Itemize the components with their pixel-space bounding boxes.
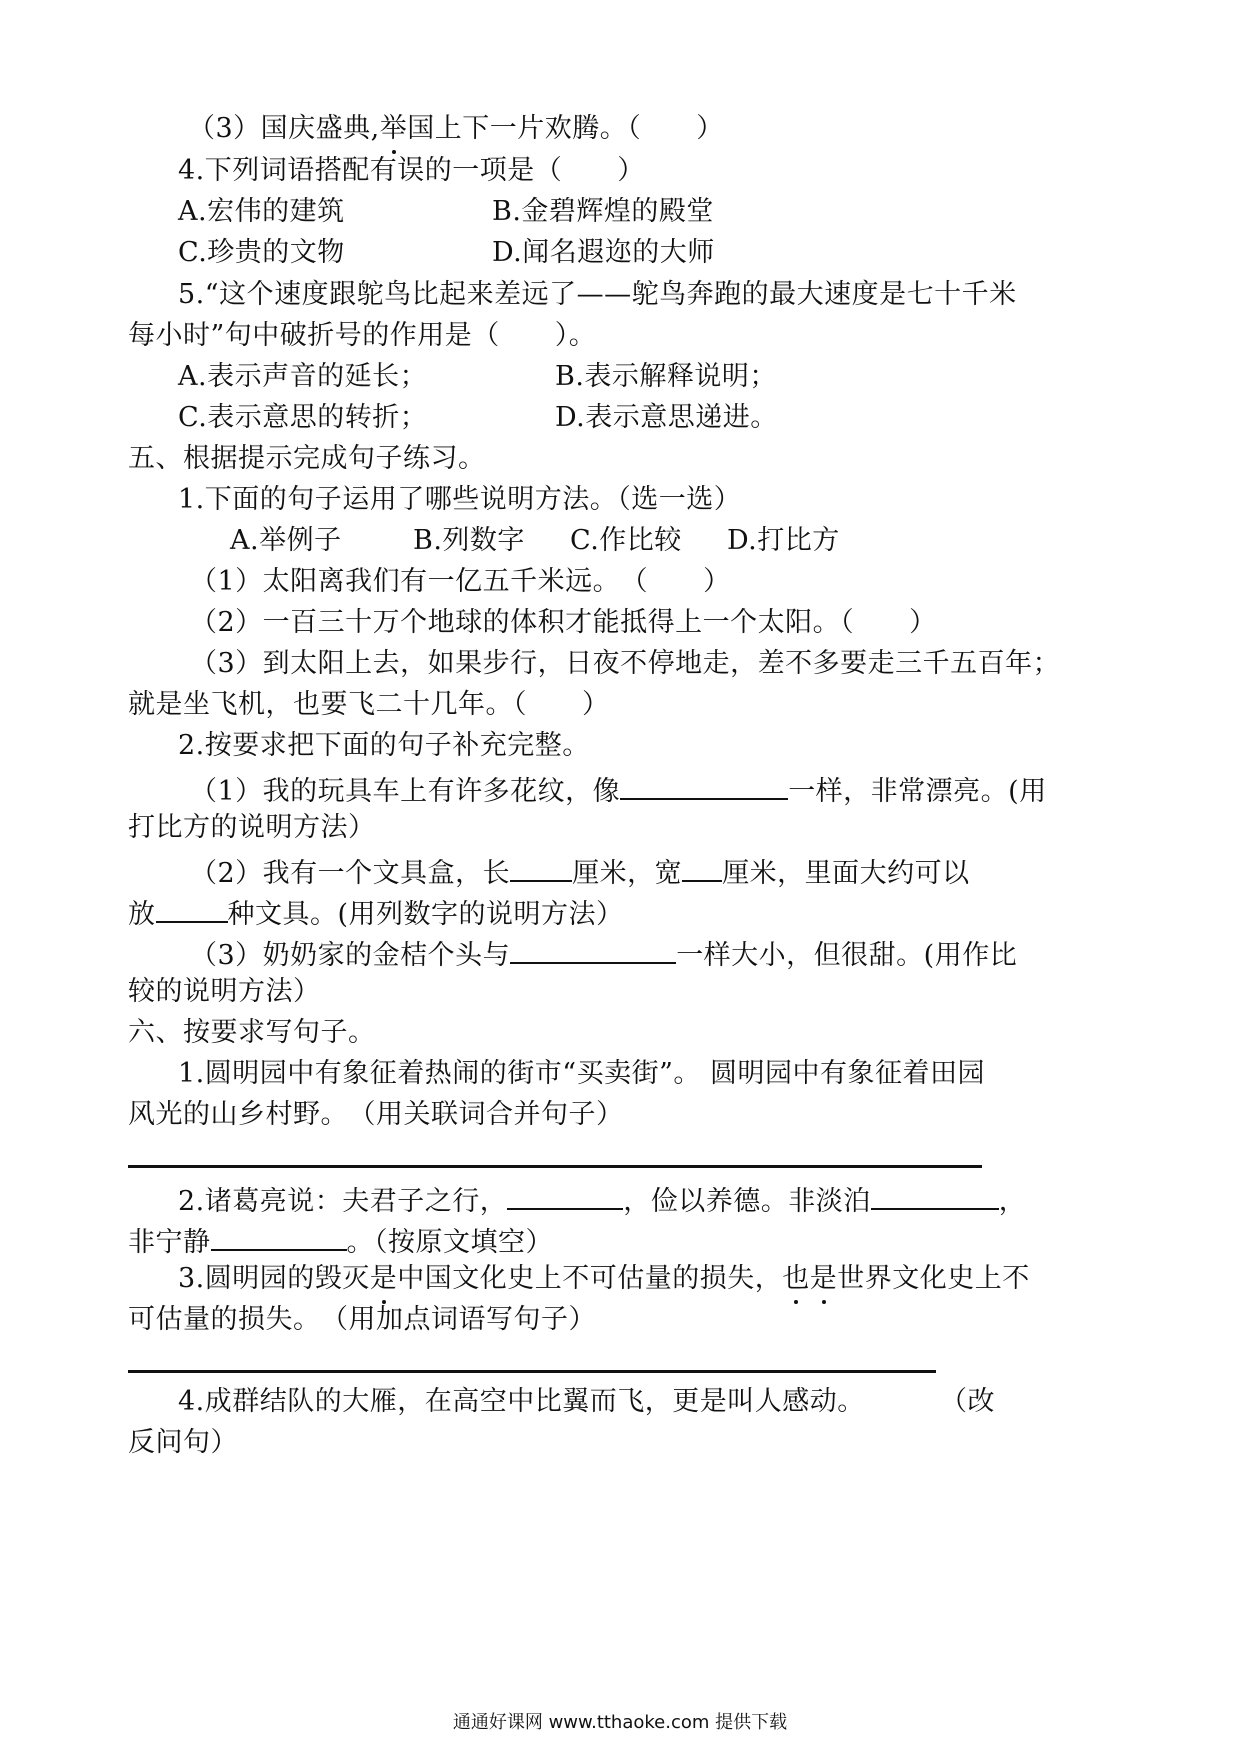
choice-a: A.举例子 xyxy=(230,525,342,556)
emphasis-dot-char: 是 xyxy=(369,1263,398,1294)
page-footer: 通通好课网 www.tthaoke.com 提供下载 xyxy=(452,1712,788,1733)
section-6-q1-line-2: 风光的山乡村野。 （用关联词合并句子） xyxy=(128,1099,624,1130)
answer-blank[interactable] xyxy=(682,854,722,882)
answer-line[interactable] xyxy=(128,1165,982,1168)
section-5-q1-3-line-1: （3）到太阳上去，如果步行，日夜不停地走，差不多要走三千五百年； xyxy=(190,648,1061,679)
answer-blank[interactable] xyxy=(156,895,228,923)
section-5-q1-3-line-2: 就是坐飞机，也要飞二十几年。（ ） xyxy=(128,689,610,720)
question-5-line-1: 5.“这个速度跟鸵鸟比起来差远了——鸵鸟奔跑的最大速度是七十千米 xyxy=(178,279,1017,310)
emphasis-dot-char: 举 xyxy=(379,113,408,144)
section-6-q2-line-1: 2.诸葛亮说：夫君子之行， ，俭以养德。非淡泊 ， xyxy=(178,1182,1026,1217)
section-6-q4-line-1: 4.成群结队的大雁，在高空中比翼而飞，更是叫人感动。 xyxy=(178,1386,865,1417)
option-d: D.表示意思递进。 xyxy=(555,402,778,433)
option-c: C.表示意思的转折； xyxy=(178,402,428,433)
section-5-q1-1: （1）太阳离我们有一亿五千米远。 （ ） xyxy=(190,566,731,597)
answer-line[interactable] xyxy=(128,1370,936,1373)
option-b: B.表示解释说明； xyxy=(555,361,777,392)
option-b: B.金碧辉煌的殿堂 xyxy=(492,196,714,227)
section-5-q2: 2.按要求把下面的句子补充完整。 xyxy=(178,730,590,761)
answer-blank[interactable] xyxy=(510,936,676,964)
section-6-q3-line-2: 可估量的损失。 （用加点词语写句子） xyxy=(128,1304,596,1335)
section-6-q4-note: （改 xyxy=(940,1386,995,1417)
answer-blank[interactable] xyxy=(507,1182,623,1210)
choice-b: B.列数字 xyxy=(413,525,525,556)
answer-blank[interactable] xyxy=(510,854,572,882)
section-6-q3-line-1: 3.圆明园的毁灭是中国文化史上不可估量的损失，也是世界文化史上不 xyxy=(178,1263,1030,1294)
section-5-q2-1-line-1: （1）我的玩具车上有许多花纹，像 一样，非常漂亮。(用 xyxy=(190,772,1047,807)
section-5-q1: 1.下面的句子运用了哪些说明方法。（选一选） xyxy=(178,484,742,515)
choice-c: C.作比较 xyxy=(570,525,682,556)
section-5-q2-1-line-2: 打比方的说明方法） xyxy=(128,812,376,843)
section-5-q1-2: （2）一百三十万个地球的体积才能抵得上一个太阳。（ ） xyxy=(190,607,937,638)
section-5-q2-2-line-2: 放 种文具。(用列数字的说明方法） xyxy=(128,895,624,930)
question-5-line-2: 每小时”句中破折号的作用是（ ）。 xyxy=(128,320,597,351)
option-a: A.表示声音的延长； xyxy=(178,361,428,392)
answer-blank[interactable] xyxy=(871,1182,999,1210)
section-5-q2-2-line-1: （2）我有一个文具盒，长 厘米，宽 厘米，里面大约可以 xyxy=(190,854,970,889)
option-c: C.珍贵的文物 xyxy=(178,237,345,268)
answer-blank[interactable] xyxy=(211,1223,347,1251)
section-5-q2-3-line-2: 较的说明方法） xyxy=(128,976,321,1007)
question-4-title: 4.下列词语搭配有误的一项是（ ） xyxy=(178,155,645,186)
section-5-heading: 五、根据提示完成句子练习。 xyxy=(128,443,486,474)
section-6-q1-line-1: 1.圆明园中有象征着热闹的街市“买卖街”。 圆明园中有象征着田园 xyxy=(178,1058,985,1089)
emphasis-dot-char: 是 xyxy=(809,1263,838,1294)
section-6-q4-line-2: 反问句） xyxy=(128,1427,238,1458)
option-d: D.闻名遐迩的大师 xyxy=(492,237,715,268)
choice-d: D.打比方 xyxy=(727,525,840,556)
answer-blank[interactable] xyxy=(620,772,788,800)
option-a: A.宏伟的建筑 xyxy=(178,196,345,227)
section-6-q2-line-2: 非宁静 。（按原文填空） xyxy=(128,1223,553,1258)
section-5-q2-3-line-1: （3）奶奶家的金桔个头与 一样大小，但很甜。(用作比 xyxy=(190,936,1017,971)
emphasis-dot-char: 也 xyxy=(782,1263,810,1294)
section-6-heading: 六、按要求写句子。 xyxy=(128,1017,376,1048)
question-4-3-line: （3）国庆盛典,举国上下一片欢腾。（ ） xyxy=(188,113,724,144)
